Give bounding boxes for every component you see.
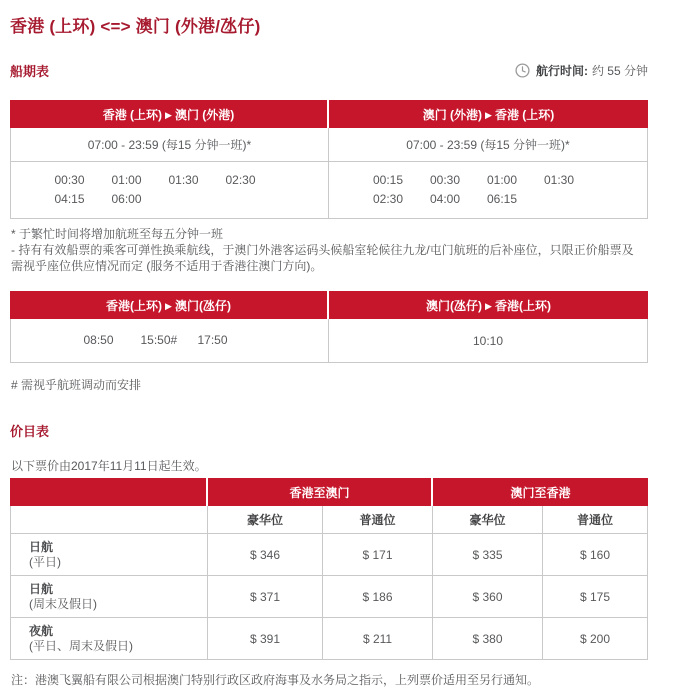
- arrow-right-icon: ▶: [485, 300, 492, 311]
- note-peak-frequency: * 于繁忙时间将增加航班至每五分钟一班: [11, 227, 224, 241]
- fare-value: $ 371: [208, 576, 323, 618]
- sailing-type-label: 夜航: [29, 623, 54, 638]
- frequency-row: [10, 128, 648, 162]
- night-times-macau-to-hk: [329, 162, 648, 219]
- sailing-type-label: 日航: [29, 539, 54, 554]
- route-header-hk-to-macau-outer: [10, 100, 329, 128]
- sailing-type-label: 日航: [29, 581, 54, 596]
- time-slot: 01:30: [168, 173, 199, 187]
- route-to-label: 香港(上环): [494, 298, 551, 313]
- fare-value: $ 346: [208, 534, 323, 576]
- time-slot: 04:00: [430, 192, 461, 206]
- time-slot: 00:15: [373, 173, 404, 187]
- arrow-right-icon: ▶: [165, 300, 172, 311]
- time-slot: 06:00: [111, 192, 142, 206]
- route-from-label: 澳门(氹仔): [426, 298, 483, 313]
- arrow-right-icon: ▶: [485, 109, 492, 120]
- fare-value: $ 160: [543, 534, 648, 576]
- route-header-hk-to-taipa: [10, 291, 329, 319]
- main-route-header-row: [10, 100, 648, 128]
- fare-row-label: [10, 618, 208, 660]
- sailing-type-sublabel: (周末及假日): [29, 596, 97, 611]
- fare-class-header-row: [10, 506, 648, 534]
- route-header-macau-outer-to-hk: [329, 100, 648, 128]
- times-hk-to-taipa: [10, 319, 329, 363]
- time-slot: 17:50: [197, 333, 228, 347]
- night-times-row: [10, 162, 648, 219]
- taipa-route-schedule-table: [10, 291, 648, 363]
- fare-value: $ 175: [543, 576, 648, 618]
- fare-value: $ 186: [323, 576, 433, 618]
- sailing-duration: [515, 62, 648, 79]
- fare-header-hk-to-macau: 香港至澳门: [208, 478, 433, 506]
- fare-value: $ 380: [433, 618, 543, 660]
- class-header-economy: 普通位: [323, 506, 433, 534]
- time-slot: 01:00: [487, 173, 518, 187]
- time-slot: 04:15: [54, 192, 85, 206]
- fare-value: $ 335: [433, 534, 543, 576]
- time-slot: 06:15: [487, 192, 518, 206]
- time-line: [373, 190, 603, 209]
- time-grid: [84, 331, 256, 350]
- time-line: [84, 331, 256, 350]
- time-slot: 02:30: [373, 192, 404, 206]
- schedule-notes: [11, 226, 639, 274]
- fare-direction-header-row: [10, 478, 648, 506]
- fare-row-label: [10, 534, 208, 576]
- taipa-times-row: [10, 319, 648, 363]
- schedule-section-header: [10, 61, 648, 80]
- clock-icon: [515, 63, 530, 78]
- sailing-type-sublabel: (平日): [29, 554, 61, 569]
- fare-row-day-weekday: [10, 534, 648, 576]
- fare-class-empty-cell: [10, 506, 208, 534]
- route-to-label: 香港 (上环): [494, 107, 555, 122]
- schedule-heading: 船期表: [10, 64, 50, 79]
- page-title: 香港 (上环) <=> 澳门 (外港/氹仔): [10, 17, 261, 36]
- taipa-route-header-row: [10, 291, 648, 319]
- fare-row-day-weekend: [10, 576, 648, 618]
- fare-value: $ 391: [208, 618, 323, 660]
- time-slot: 01:00: [111, 173, 142, 187]
- duration-value: 约 55 分钟: [591, 64, 648, 78]
- route-from-label: 澳门 (外港): [422, 107, 483, 122]
- price-footnote: 注：港澳飞翼船有限公司根据澳门特别行政区政府海事及水务局之指示，上列票价适用至另行通知。: [11, 673, 540, 687]
- time-grid: [373, 171, 603, 209]
- time-line: [55, 190, 285, 209]
- arrow-right-icon: ▶: [165, 109, 172, 120]
- main-route-schedule-table: [10, 100, 648, 219]
- hash-footnote: # 需视乎航班调动而安排: [11, 378, 142, 392]
- note-flexible-transfer: - 持有有效船票的乘客可弹性换乘航线，于澳门外港客运码头候船室轮候往九龙/屯门航班的后补座位，只限正价船票及需视乎座位供应情况而定 (服务不适用于香港往澳门方向)。: [11, 243, 634, 273]
- time-slot: 15:50#: [140, 333, 178, 347]
- fare-value: $ 360: [433, 576, 543, 618]
- fare-table: [10, 478, 648, 660]
- route-to-label: 澳门 (外港): [174, 107, 235, 122]
- route-header-taipa-to-hk: [329, 291, 648, 319]
- night-times-hk-to-macau: [10, 162, 329, 219]
- class-header-economy: 普通位: [543, 506, 648, 534]
- duration-label: 航行时间:: [535, 64, 588, 78]
- fare-row-night: [10, 618, 648, 660]
- time-slot: 00:30: [54, 173, 85, 187]
- frequency-macau-to-hk: 07:00 - 23:59 (每15 分钟一班)*: [329, 128, 648, 162]
- time-slot: 08:50: [83, 333, 114, 347]
- time-line: [373, 171, 603, 190]
- frequency-hk-to-macau: 07:00 - 23:59 (每15 分钟一班)*: [10, 128, 329, 162]
- route-from-label: 香港 (上环): [102, 107, 163, 122]
- fare-row-label: [10, 576, 208, 618]
- sailing-type-sublabel: (平日、周末及假日): [29, 638, 133, 653]
- class-header-super: 豪华位: [208, 506, 323, 534]
- prices-heading: 价目表: [10, 424, 50, 439]
- effective-date-note: 以下票价由2017年11月11日起生效。: [11, 459, 207, 473]
- class-header-super: 豪华位: [433, 506, 543, 534]
- time-slot: 00:30: [430, 173, 461, 187]
- time-slot: 01:30: [544, 173, 575, 187]
- fare-value: $ 171: [323, 534, 433, 576]
- time-slot: 02:30: [225, 173, 256, 187]
- fare-header-macau-to-hk: 澳门至香港: [433, 478, 648, 506]
- time-grid: [55, 171, 285, 209]
- time-line: [55, 171, 285, 190]
- times-taipa-to-hk: 10:10: [329, 319, 648, 363]
- route-to-label: 澳门(氹仔): [174, 298, 231, 313]
- fare-value: $ 211: [323, 618, 433, 660]
- fare-header-empty-cell: [10, 478, 208, 506]
- route-from-label: 香港(上环): [106, 298, 163, 313]
- fare-value: $ 200: [543, 618, 648, 660]
